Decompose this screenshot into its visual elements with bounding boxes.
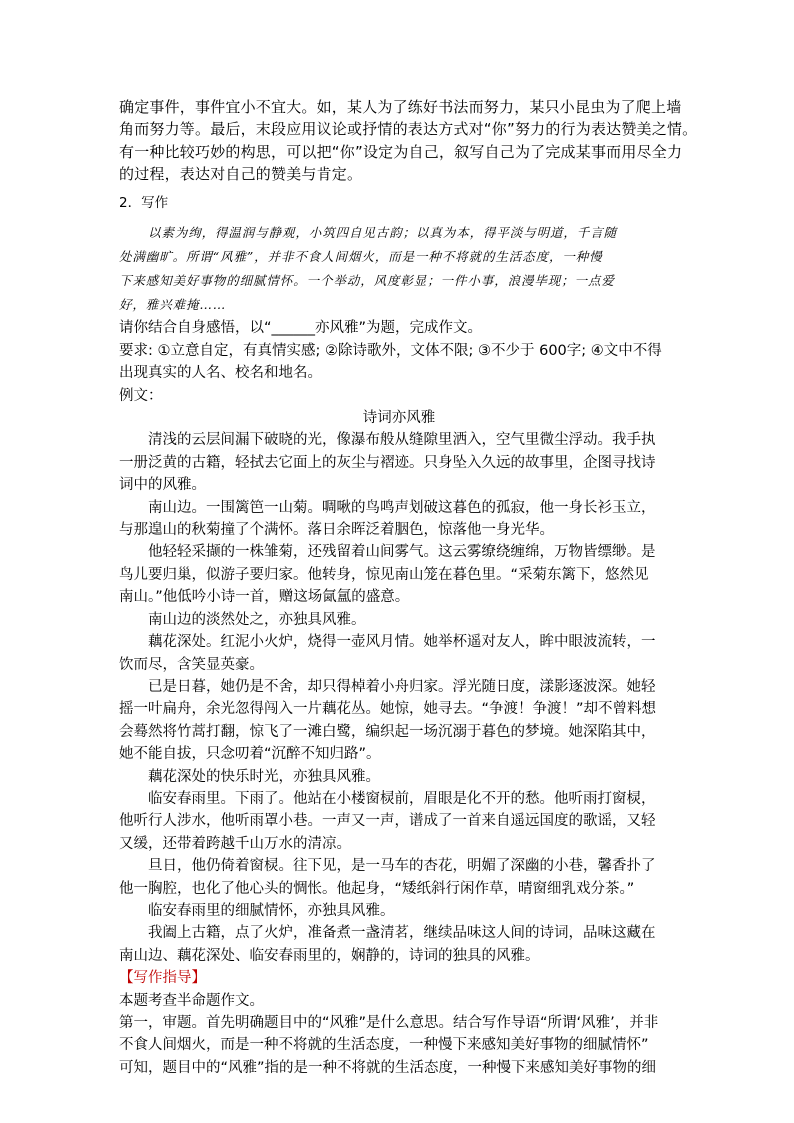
essay-line: 藕花深处的快乐时光，亦独具风雅。 [148,768,380,785]
essay-line: 会蓦然将竹蒿打翻，惊飞了一滩白鹭，编织起一场沉溺于暮色的梦境。她深陷其中， [119,723,656,740]
guide-line: 不食人间烟火，而是一种不将就的生活态度，一种慢下来感知美好事物的细腻情怀” [119,1037,649,1054]
essay-line: 与那遑山的秋菊撞了个满怀。落日余晖泛着胭色，惊落他一身光华。 [119,522,554,539]
essay-line: 临安春雨里的细腻情怀，亦独具风雅。 [148,902,395,919]
essay-line: 饮而尽，含笑显英豪。 [119,656,264,673]
essay-line: 临安春雨里。下雨了。他站在小楼窗棂前，眉眼是化不开的愁。他听雨打窗棂， [148,790,656,807]
section-heading: 2．写作 [119,195,169,212]
essay-line: 摇一叶扁舟，余光忽得闯入一片藕花丛。她惊，她寻去。“争渡！争渡！”却不曾料想 [119,701,657,718]
essay-title: 诗词亦风雅 [362,410,436,427]
essay-line: 一册泛黄的古籍，轻拭去它面上的灰尘与褶迹。只身坠入久远的故事里，企图寻找诗 [119,454,656,471]
prompt-section [119,317,679,407]
essay-line: 清浅的云层间漏下破晓的光，像瀑布般从缝隙里洒入，空气里微尘浮动。我手执 [148,432,656,449]
essay-body [119,429,679,967]
guide-heading: 【写作指导】 [119,970,206,987]
essay-line: 他轻轻采撷的一株雏菊，还残留着山间雾气。这云雾缭绕缠绵，万物皆缥缈。是 [148,544,656,561]
guide-section [119,990,679,1080]
guide-line: 第一，审题。首先明确题目中的“风雅”是什么意思。结合写作导语“所谓‘风雅’，并非 [119,1015,659,1031]
essay-line: 藕花深处。红泥小火炉，烧得一壶风月情。她举杯遥对友人，眸中眼波流转，一 [148,634,656,651]
essay-line: 他听行人涉水，他听雨罩小巷。一声又一声，谱成了一首来自遥远国度的歌谣，又轻 [119,813,656,830]
intro-line: 的过程，表达对自己的赞美与肯定。 [119,164,363,183]
essay-line: 南山边的淡然处之，亦独具风雅。 [148,611,366,628]
essay-line: 南山边、藕花深处、临安春雨里的，娴静的，诗词的独具的风雅。 [119,947,540,964]
quote-line: 下来感知美好事物的细腻情怀。一个举动，风度彰显；一件小事，浪漫毕现；一点爱 [119,273,615,288]
intro-line: 角而努力等。最后，末段应用议论或抒情的表达方式对“你”努力的行为表达赞美之情。 [119,120,698,139]
essay-line: 又缓，还带着跨越千山万水的清凉。 [119,835,351,852]
essay-line: 她不能自拔，只念叨着“沉醉不知归路”。 [119,746,381,763]
essay-line: 已是日暮，她仍是不舍，却只得棹着小舟归家。浮光随日度，漾影逐波深。她轻 [148,678,656,695]
prompt-text-before: 请你结合自身感悟，以“ [119,320,272,337]
intro-line: 有一种比较巧妙的构思，可以把“你”设定为自己，叙写自己为了完成某事而用尽全力 [119,142,683,161]
intro-line: 确定事件，事件宜小不宜大。如，某人为了练好书法而努力，某只小昆虫为了爬上墙 [119,98,682,116]
document-content [119,96,698,1079]
quote-block [119,221,679,318]
quote-line: 以素为绚，得温润与静观，小筑四自见古韵；以真为本，得平淡与明道，千言随 [148,224,618,240]
example-label: 例文： [119,387,163,404]
prompt-line [119,317,679,339]
essay-line: 词中的风雅。 [119,477,206,494]
title-blank: ______ [271,320,316,337]
guide-line: 可知，题目中的“风雅”指的是一种不将就的生活态度，一种慢下来感知美好事物的细 [119,1059,657,1076]
quote-line: 处满幽旷。所谓“风雅”，并非不食人间烟火，而是一种不将就的生活态度，一种慢 [119,248,603,264]
prompt-text-after: 亦风雅”为题，完成作文。 [315,320,483,337]
requirements-line: 要求: ①立意自定，有真情实感; ②除诗歌外，文体不限; ③不少于 600字; ④文中不得 [119,342,662,359]
intro-section [119,96,698,185]
essay-line: 鸟儿要归巢，似游子要归家。他转身，惊见南山笼在暮色里。“采菊东篱下，悠然见 [119,566,649,583]
essay-line: 旦日，他仍倚着窗棂。往下见，是一马车的杏花，明媚了深幽的小巷，馨香扑了 [148,858,656,875]
essay-line: 南山。”他低吟小诗一首，赠这场氤氲的盛意。 [119,589,410,606]
quote-line: 好，雅兴难掩…… [119,297,227,313]
guide-line: 本题考查半命题作文。 [119,992,264,1009]
essay-line: 他一胸腔，也化了他心头的惆怅。他起身，“矮纸斜行闲作草，晴窗细乳戏分茶。” [119,880,635,897]
essay-line: 我阖上古籍，点了火炉，准备煮一盏清茗，继续品味这人间的诗词，品味这藏在 [148,925,656,942]
requirements-line: 出现真实的人名、校名和地名。 [119,365,322,382]
essay-line: 南山边。一围篱笆一山菊。啁啾的鸟鸣声划破这暮色的孤寂，他一身长衫玉立， [148,499,656,516]
